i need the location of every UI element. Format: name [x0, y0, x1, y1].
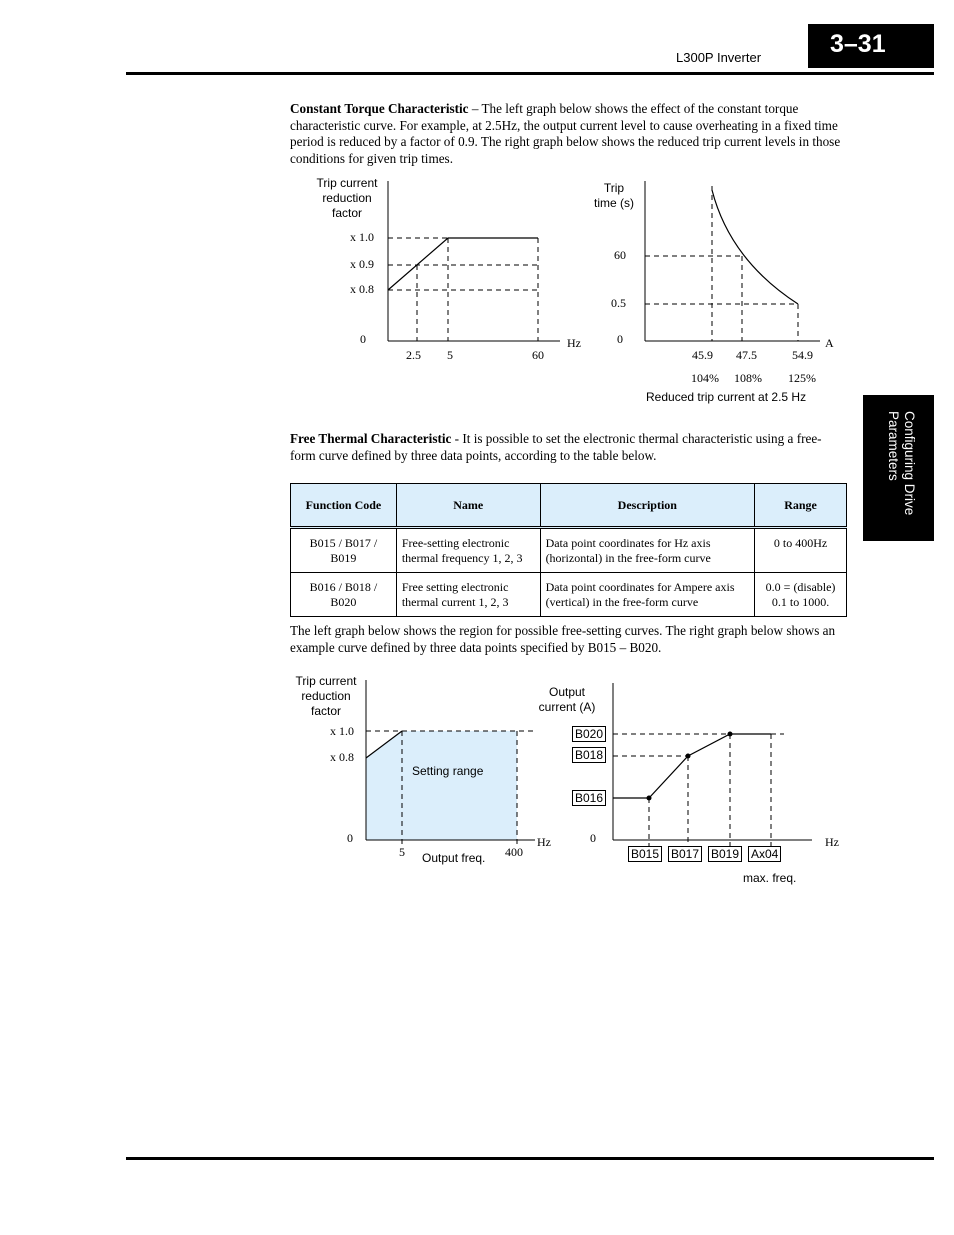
- paragraph-text: The left graph below shows the region for possible free-setting curves. The right graph below shows an example curve defined by three data points specified by B015 – B020.: [290, 623, 836, 655]
- xtick-2.5: 2.5: [406, 348, 421, 362]
- xunit: Hz: [825, 835, 839, 849]
- col-header-range: Range: [755, 484, 847, 528]
- ytick-0: 0: [617, 332, 623, 346]
- cell-description: Data point coordinates for Hz axis (horizontal) in the free-form curve: [540, 528, 755, 573]
- xtick-54.9: 54.9: [792, 348, 813, 362]
- label-ax04: Ax04: [748, 846, 781, 862]
- ylabel-line: current (A): [538, 700, 596, 714]
- xunit: A: [825, 336, 834, 350]
- ytick-0.9: x 0.9: [350, 257, 374, 271]
- xlabel: Output freq.: [422, 851, 486, 865]
- xpercent-108: 108%: [734, 371, 762, 385]
- data-point: [728, 732, 733, 737]
- side-tab-label: Configuring Drive Parameters: [886, 411, 917, 516]
- page-number: 3–31: [808, 24, 934, 68]
- ylabel-line: reduction: [301, 689, 351, 703]
- ylabel-line: reduction: [322, 191, 372, 205]
- col-header-function-code: Function Code: [291, 484, 397, 528]
- cell-range: 0 to 400Hz: [755, 528, 847, 573]
- ylabel-line: Trip: [603, 181, 625, 195]
- ytick-1.0: x 1.0: [330, 724, 354, 738]
- xunit: Hz: [537, 835, 551, 849]
- ytick-0.8: x 0.8: [330, 750, 354, 764]
- cell-name: Free setting electronic thermal current 1, 2, 3: [396, 573, 540, 617]
- graph2-caption: Reduced trip current at 2.5 Hz: [646, 390, 807, 404]
- data-point: [647, 796, 652, 801]
- xtick-45.9: 45.9: [692, 348, 713, 362]
- ytick-0: 0: [360, 332, 366, 346]
- paragraph-heading: Free Thermal Characteristic: [290, 431, 452, 446]
- col-header-name: Name: [396, 484, 540, 528]
- ytick-0: 0: [347, 831, 353, 845]
- setting-range-label: Setting range: [412, 764, 484, 778]
- max-freq-label: max. freq.: [743, 871, 797, 885]
- label-b019: B019: [708, 846, 742, 862]
- col-header-description: Description: [540, 484, 755, 528]
- label-b020: B020: [572, 726, 606, 742]
- xtick-400: 400: [505, 845, 523, 859]
- ylabel-line: Trip current: [316, 176, 378, 190]
- paragraph-text: – The left graph below shows the effect of the constant torque characteristic curve. For example, at 2.5Hz, the output current level to cause overheating in a fixed time period is reduced by a factor of 0.9. The right graph below shows the reduced trip current levels in those conditions for given trip times.: [290, 101, 841, 166]
- label-b016: B016: [572, 790, 606, 806]
- cell-function-code: B016 / B018 / B020: [291, 573, 397, 617]
- footer-rule: [126, 1157, 934, 1160]
- ylabel-line: Output: [548, 685, 586, 699]
- paragraph-heading: Constant Torque Characteristic: [290, 101, 469, 116]
- ylabel-line: time (s): [594, 196, 634, 210]
- cell-function-code: B015 / B017 / B019: [291, 528, 397, 573]
- xtick-5: 5: [447, 348, 453, 362]
- xtick-60: 60: [532, 348, 544, 362]
- cell-name: Free-setting electronic thermal frequency 1, 2, 3: [396, 528, 540, 573]
- data-point: [686, 754, 691, 759]
- ylabel-line: Trip current: [295, 674, 357, 688]
- xtick-5: 5: [399, 845, 405, 859]
- ytick-0.8: x 0.8: [350, 282, 374, 296]
- label-b018: B018: [572, 747, 606, 763]
- xunit: Hz: [567, 336, 581, 350]
- header-title: L300P Inverter: [676, 50, 762, 65]
- cell-range: 0.0 = (disable) 0.1 to 1000.: [755, 573, 847, 617]
- ytick-1.0: x 1.0: [350, 230, 374, 244]
- ylabel-line: factor: [310, 704, 341, 718]
- xpercent-104: 104%: [691, 371, 719, 385]
- label-b015: B015: [628, 846, 662, 862]
- cell-description: Data point coordinates for Ampere axis (vertical) in the free-form curve: [540, 573, 755, 617]
- ytick-0.5: 0.5: [611, 296, 626, 310]
- ytick-60: 60: [614, 248, 626, 262]
- label-b017: B017: [668, 846, 702, 862]
- ytick-0: 0: [590, 831, 596, 845]
- xpercent-125: 125%: [788, 371, 816, 385]
- xtick-47.5: 47.5: [736, 348, 757, 362]
- ylabel-line: factor: [331, 206, 362, 220]
- paragraph-text: - It is possible to set the electronic thermal characteristic using a free-form curve defined by three data points, according to the table below.: [290, 431, 822, 463]
